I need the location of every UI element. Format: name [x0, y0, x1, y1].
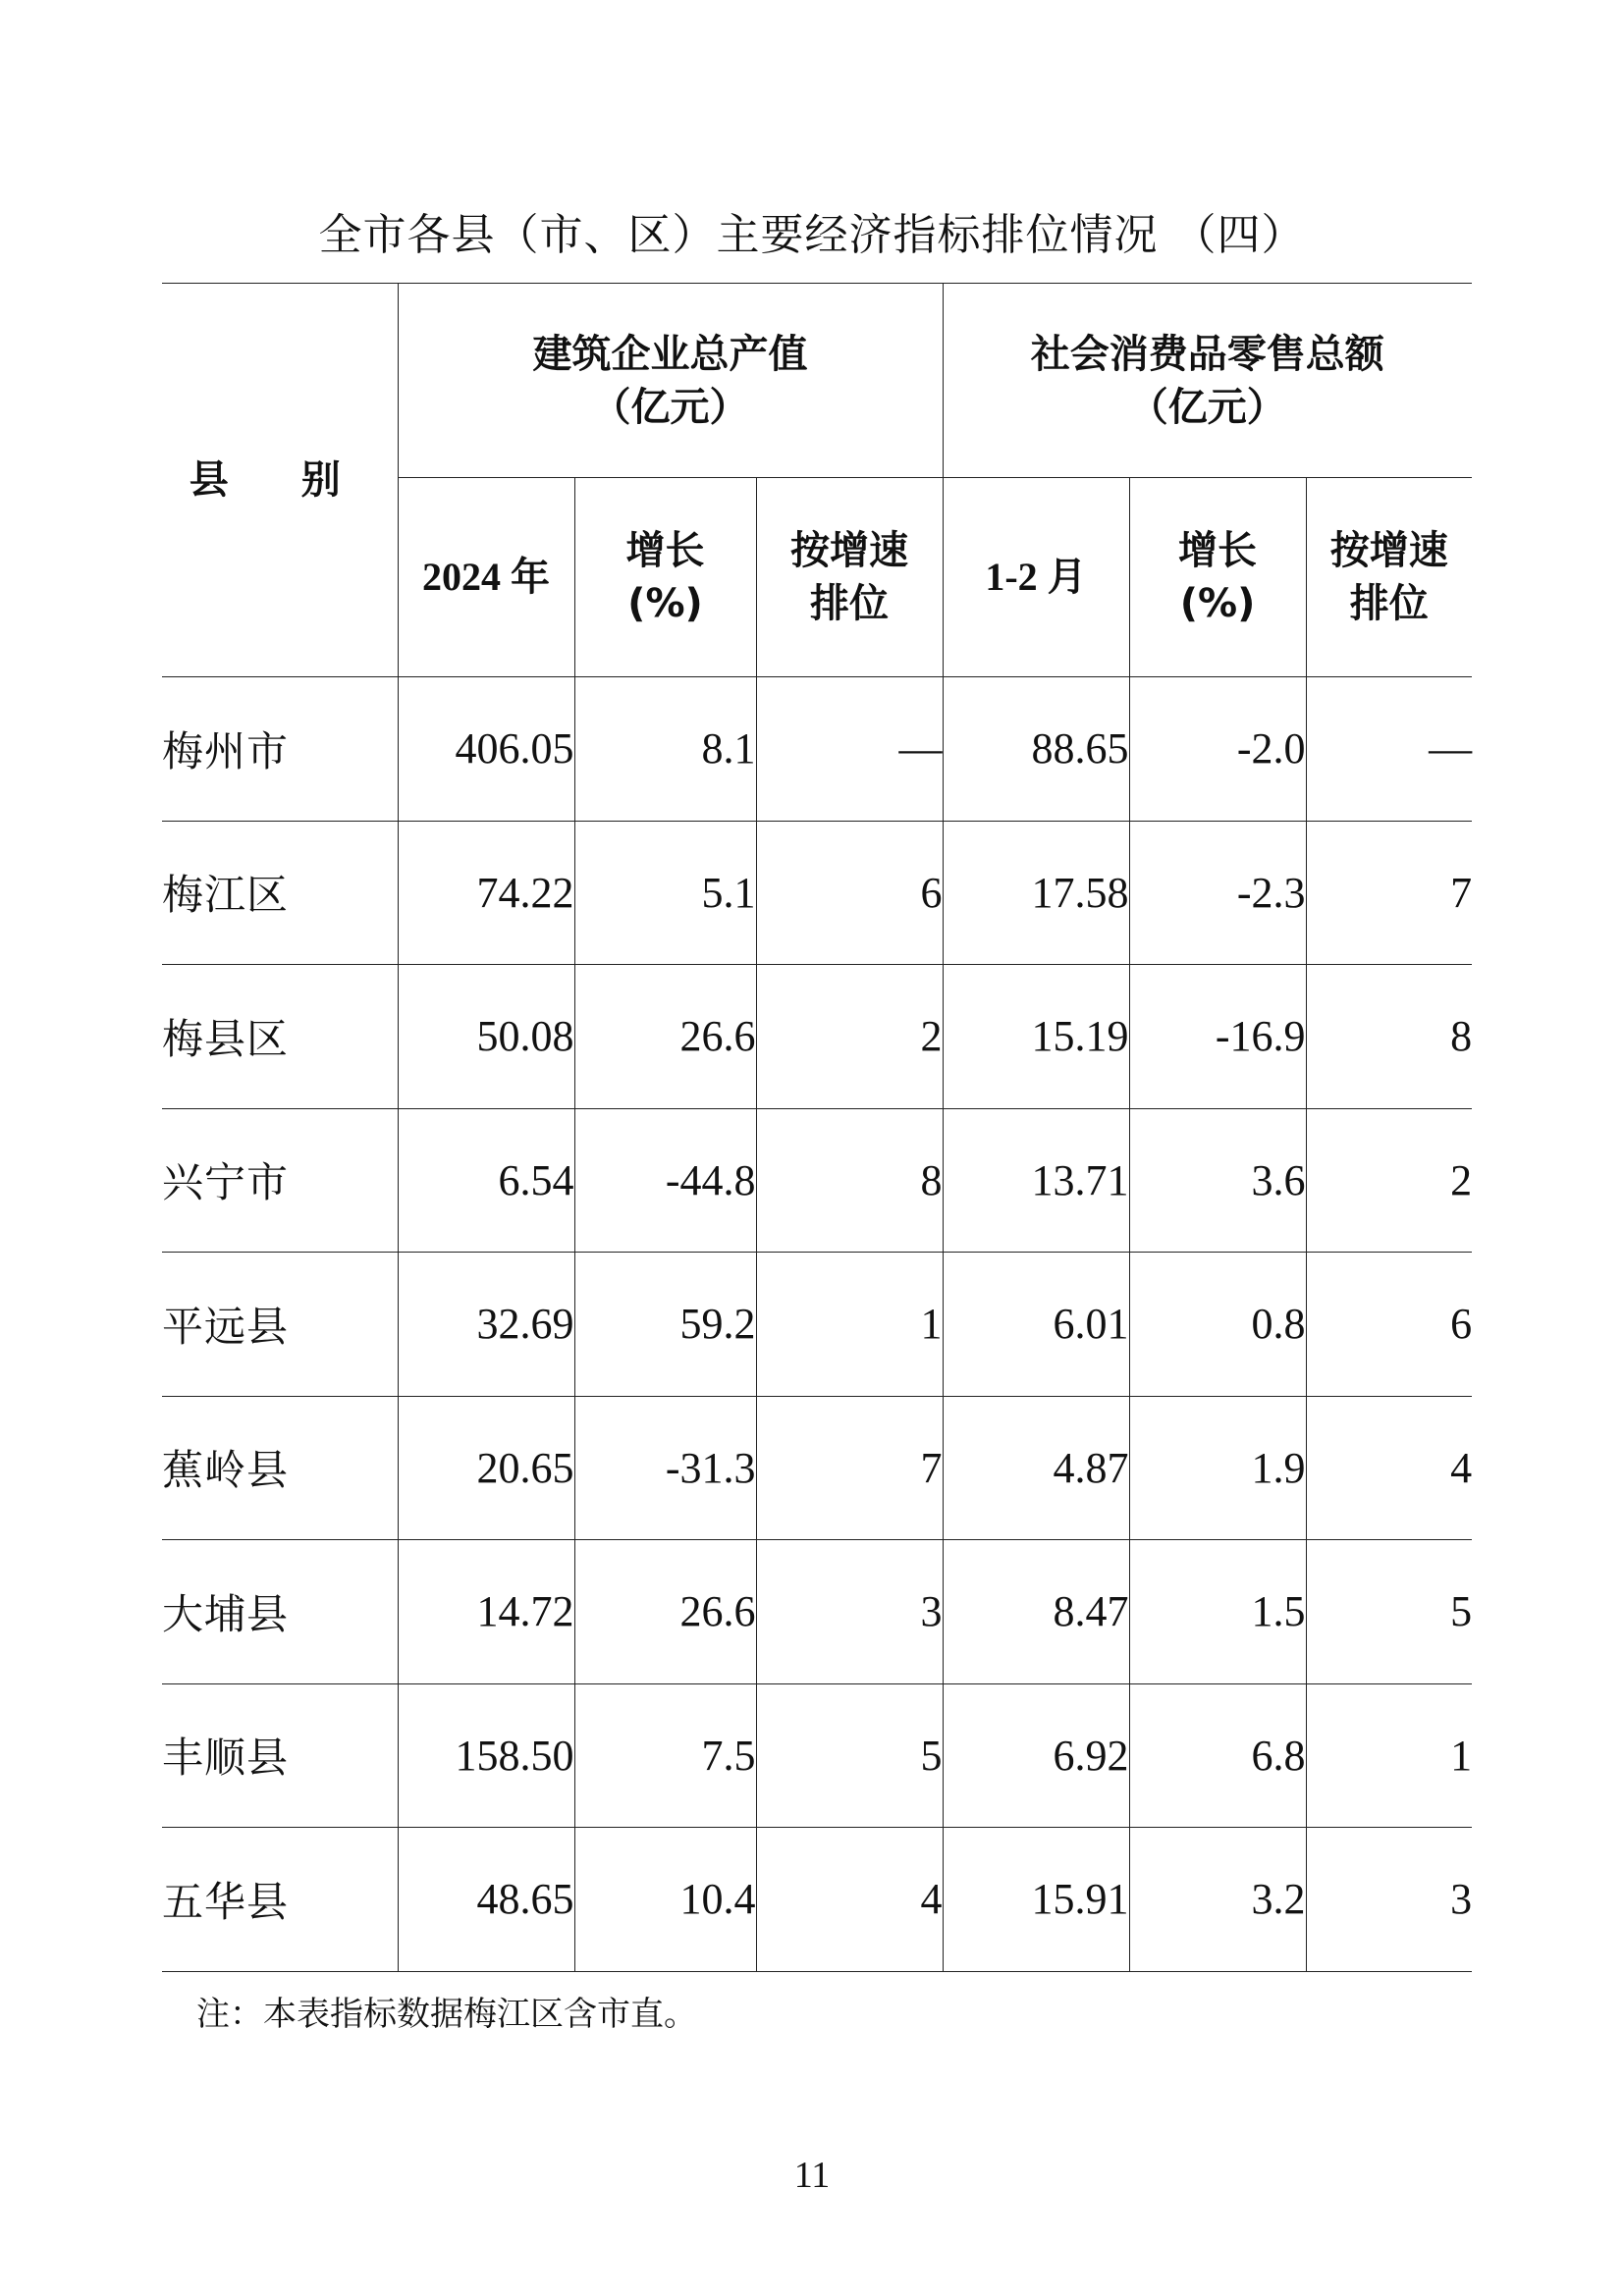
retail-rank: 7	[1306, 821, 1472, 965]
retail-growth: 0.8	[1129, 1253, 1306, 1397]
table-footnote: 注：本表指标数据梅江区含市直。	[196, 1995, 697, 2034]
table-row	[162, 677, 1472, 822]
construction-value: 14.72	[398, 1540, 574, 1684]
county-name: 梅县区	[162, 965, 398, 1109]
construction-growth-header: 增长 (%)	[574, 478, 756, 677]
construction-value: 48.65	[398, 1828, 574, 1972]
table-row	[162, 965, 1472, 1109]
county-name: 兴宁市	[162, 1108, 398, 1253]
retail-growth: -16.9	[1129, 965, 1306, 1109]
retail-rank: 3	[1306, 1828, 1472, 1972]
table-row	[162, 1540, 1472, 1684]
retail-value: 4.87	[943, 1396, 1129, 1540]
construction-rank: —	[756, 677, 943, 822]
retail-sales-title: 社会消费品零售总额	[1030, 331, 1384, 377]
construction-growth: 10.4	[574, 1828, 756, 1972]
retail-growth: 3.2	[1129, 1828, 1306, 1972]
construction-value: 158.50	[398, 1683, 574, 1828]
retail-value: 13.71	[943, 1108, 1129, 1253]
construction-growth: 26.6	[574, 965, 756, 1109]
construction-output-group-header	[398, 284, 943, 478]
retail-value: 88.65	[943, 677, 1129, 822]
retail-value-header: 1-2 月	[943, 478, 1129, 677]
county-name: 蕉岭县	[162, 1396, 398, 1540]
construction-rank: 4	[756, 1828, 943, 1972]
construction-value: 32.69	[398, 1253, 574, 1397]
retail-value: 15.19	[943, 965, 1129, 1109]
table-row	[162, 1683, 1472, 1828]
construction-value: 74.22	[398, 821, 574, 965]
construction-value: 20.65	[398, 1396, 574, 1540]
retail-growth: 6.8	[1129, 1683, 1306, 1828]
county-name: 大埔县	[162, 1540, 398, 1684]
construction-value: 50.08	[398, 965, 574, 1109]
page-title: 全市各县（市、区）主要经济指标排位情况 （四）	[318, 210, 1306, 260]
construction-output-title: 建筑企业总产值	[532, 331, 808, 377]
construction-value: 406.05	[398, 677, 574, 822]
table-row	[162, 821, 1472, 965]
construction-growth: 26.6	[574, 1540, 756, 1684]
county-name: 梅州市	[162, 677, 398, 822]
construction-rank-header: 按增速 排位	[756, 478, 943, 677]
retail-rank: 1	[1306, 1683, 1472, 1828]
construction-growth: -31.3	[574, 1396, 756, 1540]
table-body	[162, 677, 1472, 1972]
retail-value: 15.91	[943, 1828, 1129, 1972]
retail-growth-header: 增长 (%)	[1129, 478, 1306, 677]
construction-output-unit: （亿元）	[591, 384, 749, 430]
table-row	[162, 1253, 1472, 1397]
construction-rank: 1	[756, 1253, 943, 1397]
county-name: 五华县	[162, 1828, 398, 1972]
retail-value: 6.01	[943, 1253, 1129, 1397]
construction-growth: 5.1	[574, 821, 756, 965]
retail-value: 8.47	[943, 1540, 1129, 1684]
construction-rank: 8	[756, 1108, 943, 1253]
table-row	[162, 1828, 1472, 1972]
county-name: 平远县	[162, 1253, 398, 1397]
construction-rank: 6	[756, 821, 943, 965]
retail-rank: 6	[1306, 1253, 1472, 1397]
indicator-ranking-table	[162, 283, 1472, 1972]
construction-rank: 7	[756, 1396, 943, 1540]
retail-growth: -2.3	[1129, 821, 1306, 965]
construction-value-header: 2024 年	[398, 478, 574, 677]
retail-rank-header: 按增速 排位	[1306, 478, 1472, 677]
retail-rank: 4	[1306, 1396, 1472, 1540]
construction-rank: 2	[756, 965, 943, 1109]
construction-growth: 59.2	[574, 1253, 756, 1397]
table-row	[162, 1396, 1472, 1540]
retail-growth: 1.5	[1129, 1540, 1306, 1684]
retail-growth: 3.6	[1129, 1108, 1306, 1253]
construction-growth: 7.5	[574, 1683, 756, 1828]
construction-growth: -44.8	[574, 1108, 756, 1253]
construction-value: 6.54	[398, 1108, 574, 1253]
retail-value: 17.58	[943, 821, 1129, 965]
construction-rank: 5	[756, 1683, 943, 1828]
page-number: 11	[793, 2155, 831, 2196]
table-row	[162, 1108, 1472, 1253]
construction-rank: 3	[756, 1540, 943, 1684]
retail-value: 6.92	[943, 1683, 1129, 1828]
retail-rank: 5	[1306, 1540, 1472, 1684]
retail-rank: —	[1306, 677, 1472, 822]
county-name: 梅江区	[162, 821, 398, 965]
retail-sales-group-header	[943, 284, 1472, 478]
table-header-row	[162, 284, 1472, 478]
retail-sales-unit: （亿元）	[1128, 384, 1286, 430]
retail-growth: 1.9	[1129, 1396, 1306, 1540]
county-name: 丰顺县	[162, 1683, 398, 1828]
retail-rank: 8	[1306, 965, 1472, 1109]
retail-rank: 2	[1306, 1108, 1472, 1253]
retail-growth: -2.0	[1129, 677, 1306, 822]
county-column-header: 县 别	[162, 284, 398, 677]
construction-growth: 8.1	[574, 677, 756, 822]
